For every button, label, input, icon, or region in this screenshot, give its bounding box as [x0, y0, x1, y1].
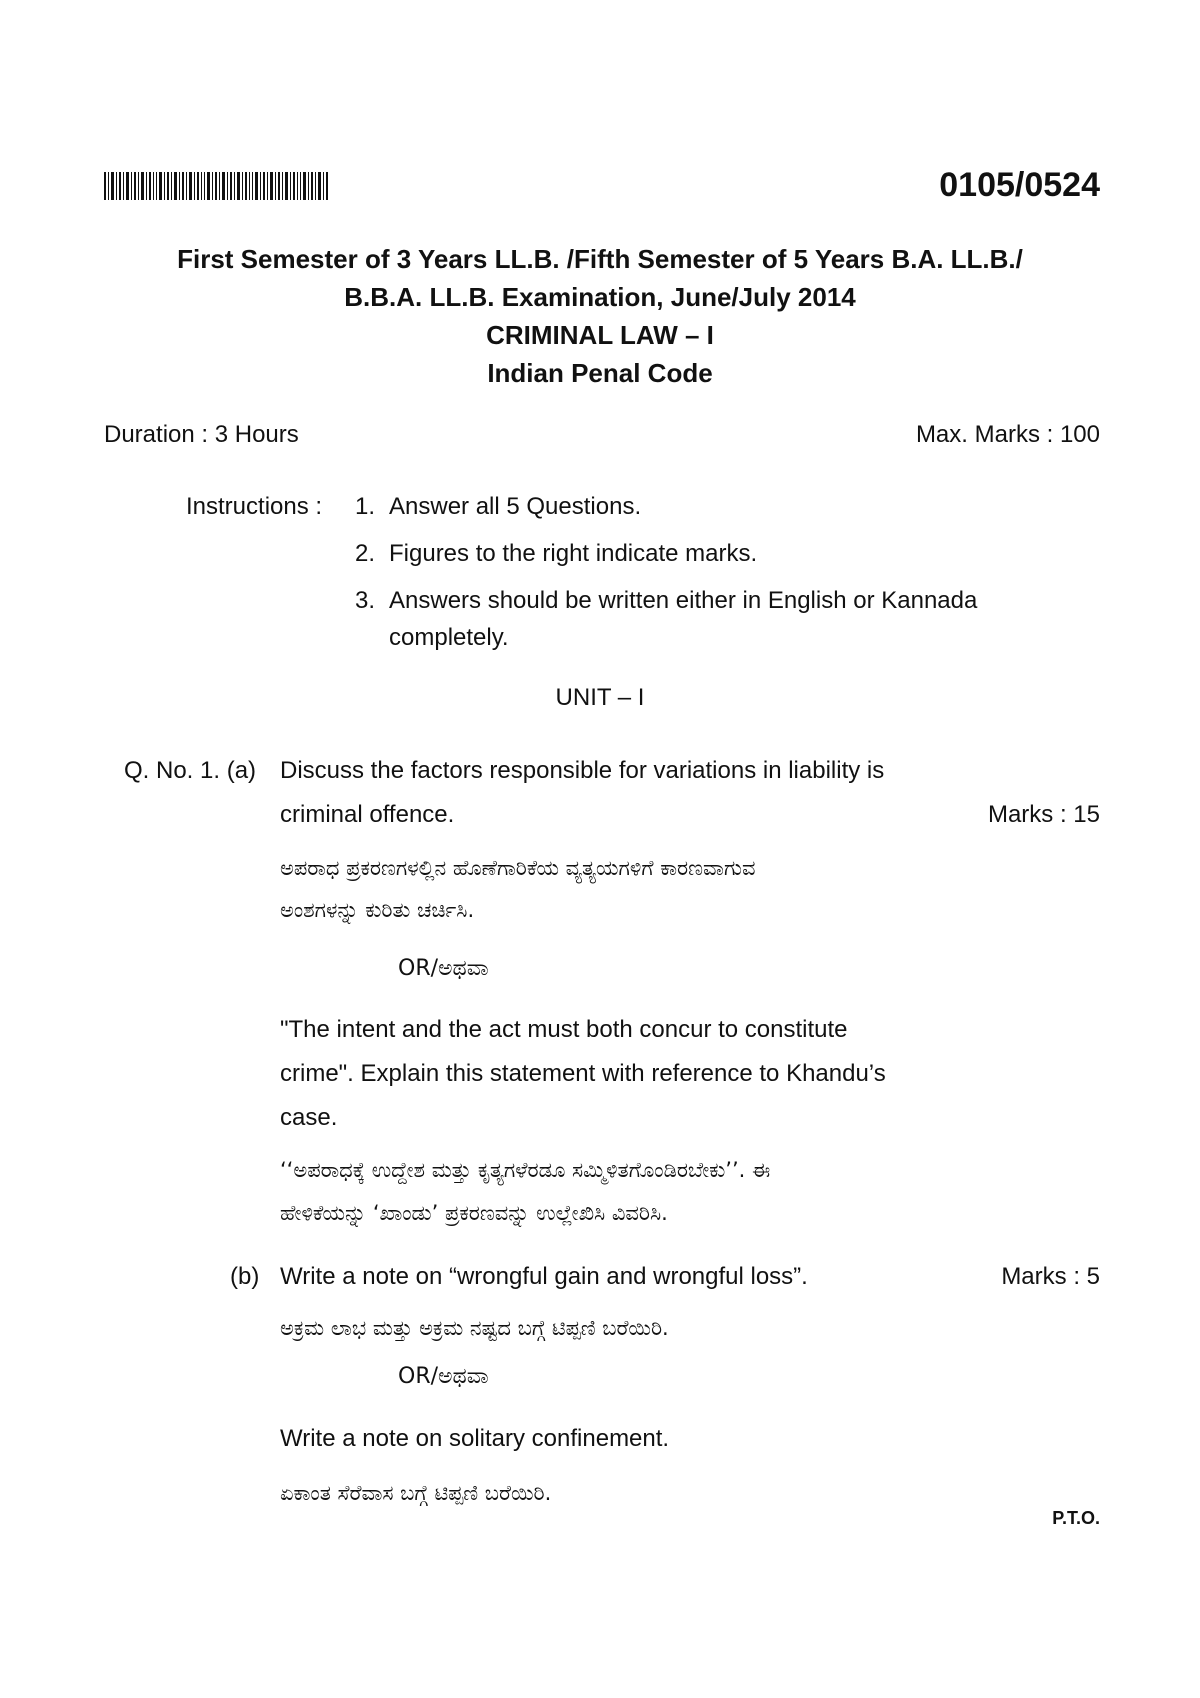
q1b-alt-english: Write a note on solitary confinement. — [280, 1425, 670, 1452]
q1b-english: Write a note on “wrongful gain and wrongful loss”. — [280, 1263, 808, 1290]
instruction-3-num: 3. — [355, 587, 376, 614]
duration: Duration : 3 Hours — [104, 421, 299, 448]
instruction-1-num: 1. — [355, 493, 376, 520]
q1a-alt-kannada-line2: ಹೇಳಿಕೆಯನ್ನು ‘ಖಾಂಡು’ ಪ್ರಕರಣವನ್ನು ಉಲ್ಲೇಖಿಸಿ ವಿವರಿಸಿ. — [280, 1201, 668, 1225]
q1b-alt-kannada: ಏಕಾಂತ ಸೆರೆವಾಸ ಬಗ್ಗೆ ಟಿಪ್ಪಣಿ ಬರೆಯಿರಿ. — [280, 1481, 552, 1505]
q1a-english-line2: criminal offence. — [280, 801, 455, 828]
instruction-2-num: 2. — [355, 540, 376, 567]
subject-title: CRIMINAL LAW – I — [486, 320, 714, 350]
instruction-2-text: Figures to the right indicate marks. — [389, 540, 758, 567]
q1a-kannada-line1: ಅಪರಾಧ ಪ್ರಕರಣಗಳಲ್ಲಿನ ಹೊಣೆಗಾರಿಕೆಯ ವ್ಯತ್ಯಯಗಳಿಗೆ ಕಾರಣವಾಗುವ — [280, 856, 756, 880]
q1a-marks: Marks : 15 — [987, 801, 1100, 828]
q1b-label: (b) — [230, 1263, 260, 1290]
question-1-label: Q. No. 1. (a) — [124, 757, 257, 784]
max-marks: Max. Marks : 100 — [915, 421, 1100, 448]
q1b-kannada: ಅಕ್ರಮ ಲಾಭ ಮತ್ತು ಅಕ್ರಮ ನಷ್ಟದ ಬಗ್ಗೆ ಟಿಪ್ಪಣಿ ಬರೆಯಿರಿ. — [280, 1316, 669, 1340]
q1a-alt-english-line1: "The intent and the act must both concur to constitute — [280, 1016, 848, 1043]
instruction-1-text: Answer all 5 Questions. — [389, 493, 642, 520]
or-separator-1: OR/ಅಥವಾ — [398, 956, 489, 981]
barcode — [104, 172, 328, 200]
exam-title-line2: B.B.A. LL.B. Examination, June/July 2014 — [344, 282, 856, 312]
instruction-3-text: Answers should be written either in English or Kannada — [389, 587, 978, 614]
pto-note: P.T.O. — [1052, 1508, 1100, 1528]
unit-heading: UNIT – I — [555, 684, 645, 711]
q1a-alt-english-line2: crime". Explain this statement with reference to Khandu’s — [280, 1060, 886, 1087]
instruction-3-continued: completely. — [389, 624, 509, 651]
instructions-label: Instructions : — [186, 493, 323, 520]
exam-code: 0105/0524 — [939, 166, 1100, 204]
q1b-marks: Marks : 5 — [1001, 1263, 1100, 1290]
q1a-kannada-line2: ಅಂಶಗಳನ್ನು ಕುರಿತು ಚರ್ಚಿಸಿ. — [280, 898, 475, 922]
paper-title: Indian Penal Code — [487, 358, 713, 388]
q1a-alt-english-line3: case. — [280, 1104, 338, 1131]
q1a-alt-kannada-line1: ‘‘ಅಪರಾಧಕ್ಕೆ ಉದ್ದೇಶ ಮತ್ತು ಕೃತ್ಯಗಳೆರಡೂ ಸಮ್ಮಿಳಿತಗೊಂಡಿರಬೇಕು’’. ಈ — [280, 1158, 771, 1182]
q1a-english-line1: Discuss the factors responsible for variations in liability is — [280, 757, 885, 784]
or-separator-2: OR/ಅಥವಾ — [398, 1364, 489, 1389]
exam-title-line1: First Semester of 3 Years LL.B. /Fifth Semester of 5 Years B.A. LL.B./ — [177, 244, 1023, 274]
